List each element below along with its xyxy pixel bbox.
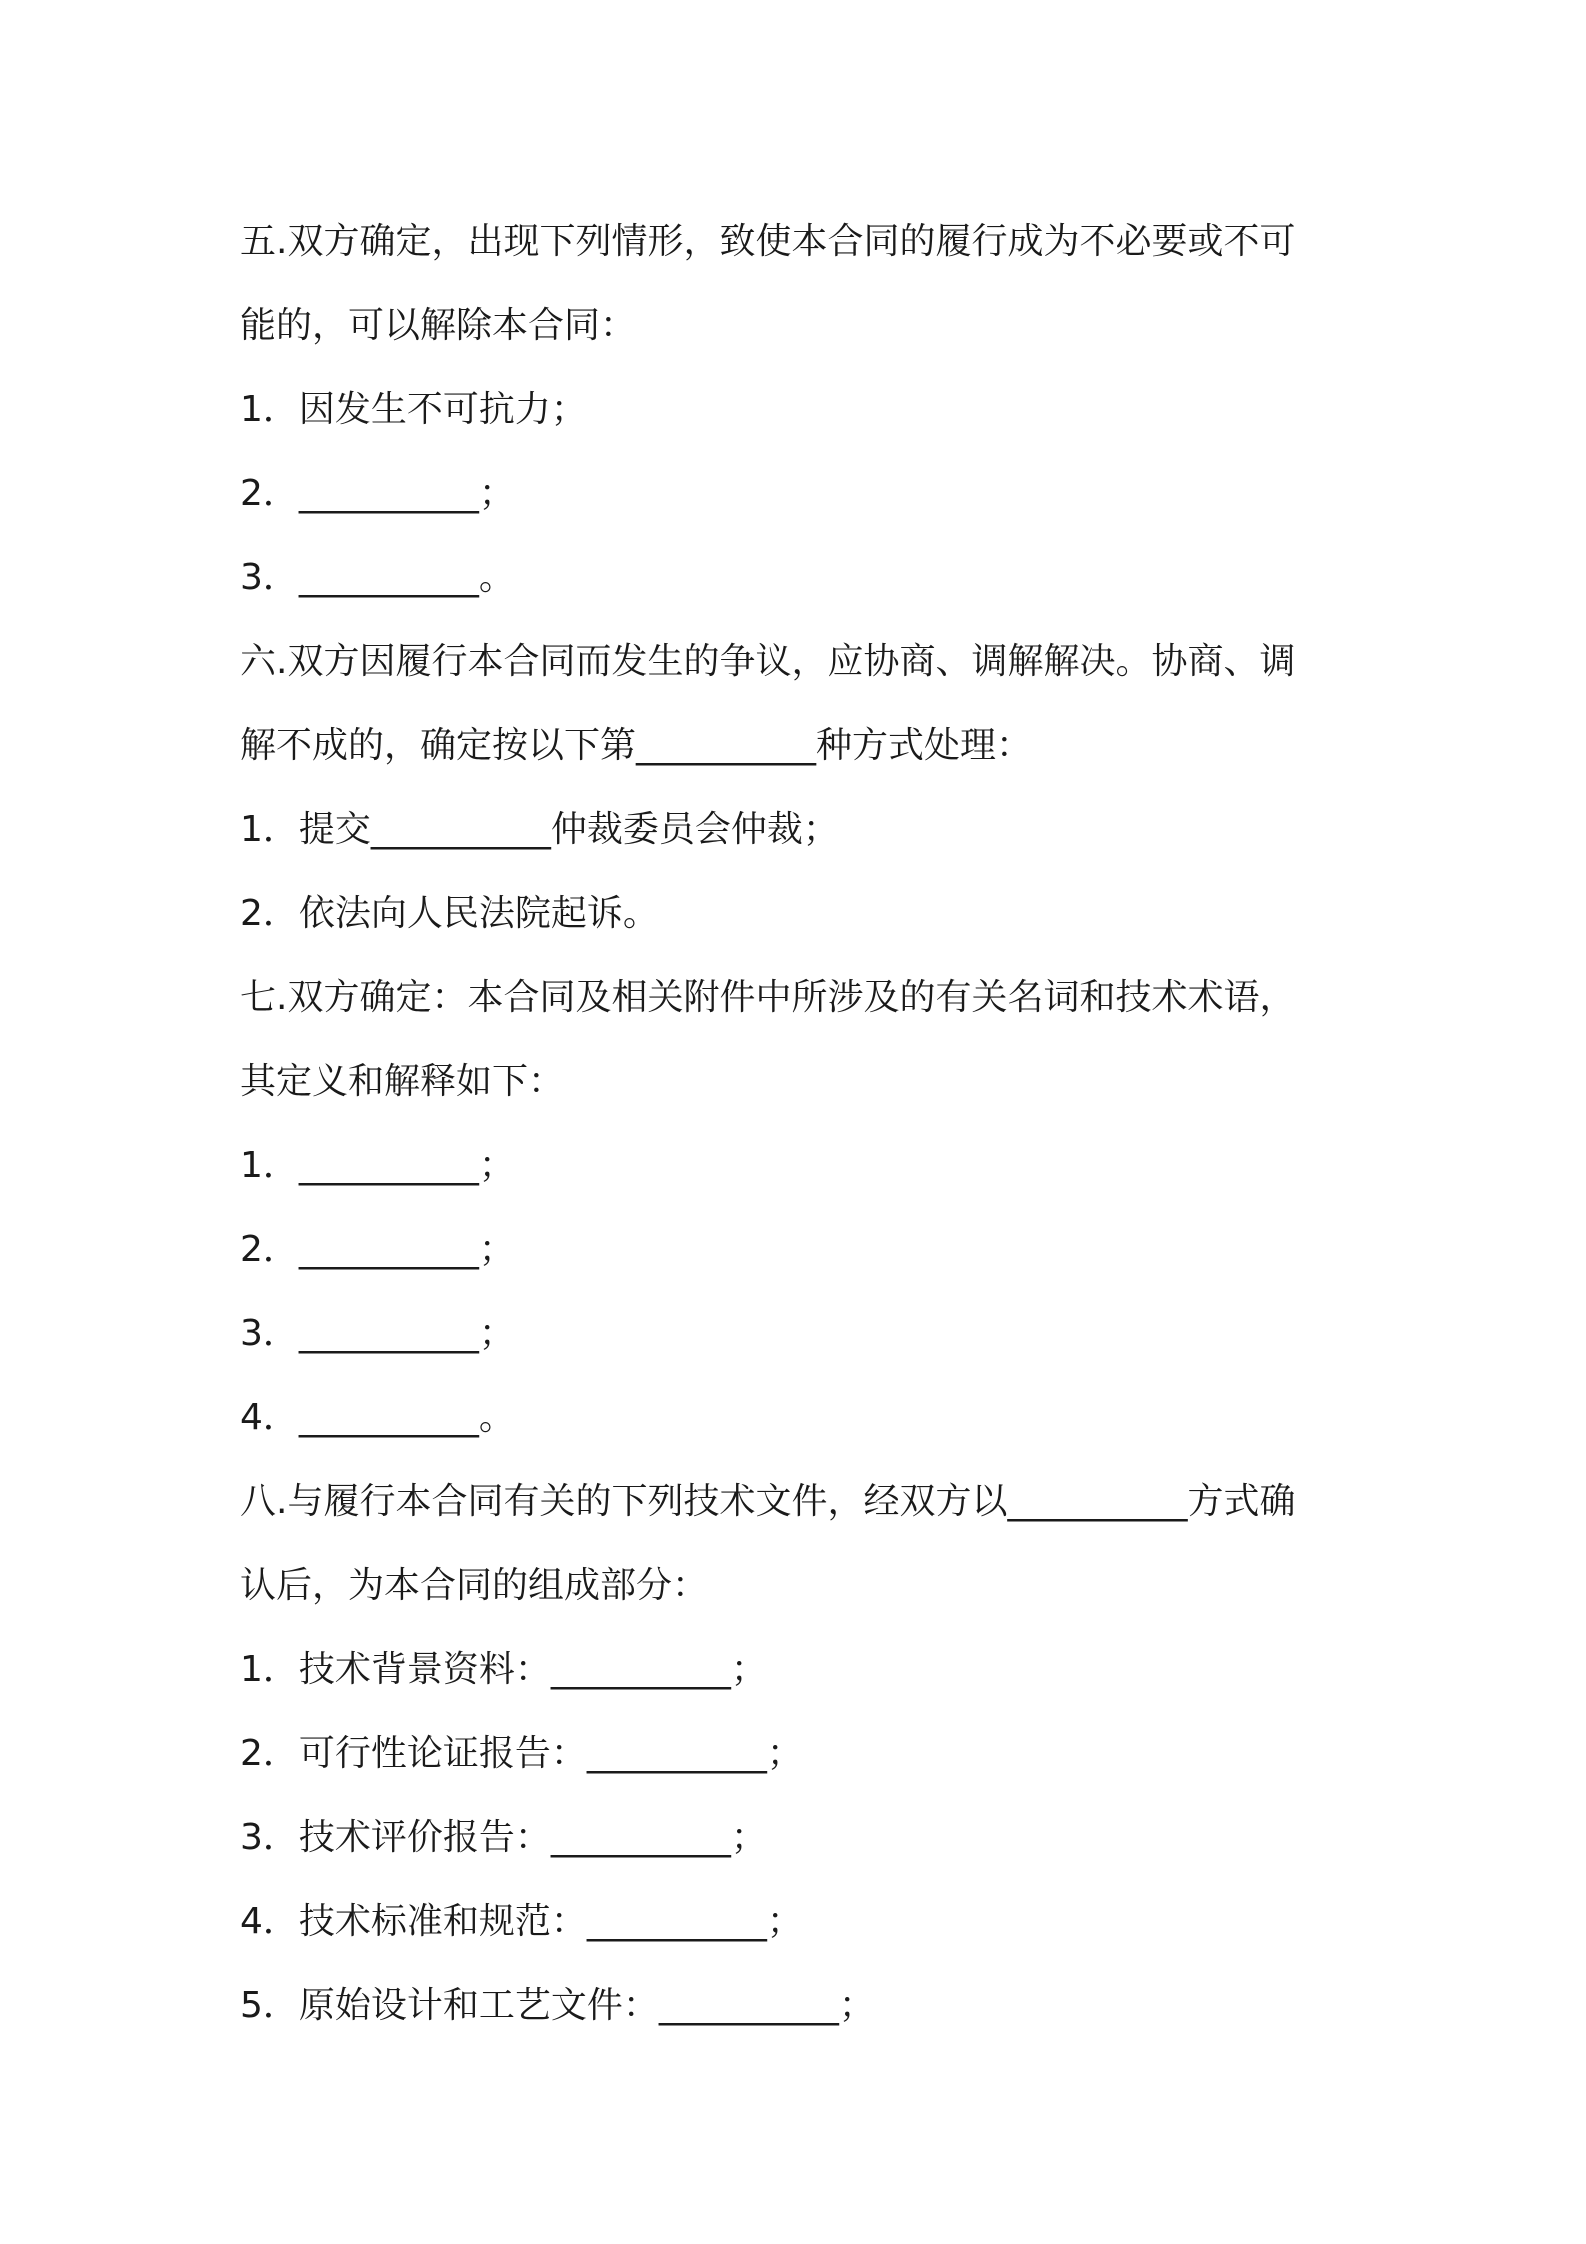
clause-6-item-2: 2．依法向人民法院起诉。 (240, 893, 659, 934)
clause-7-item-2: 2．__________； (240, 1229, 515, 1270)
clause-7-line-1: 七.双方确定：本合同及相关附件中所涉及的有关名词和技术术语， (240, 977, 1296, 1018)
clause-7-item-3: 3．__________； (240, 1313, 515, 1354)
clause-5-item-1: 1．因发生不可抗力； (240, 389, 587, 430)
clause-5-item-3: 3．__________。 (240, 557, 515, 598)
clause-5-item-2: 2．__________； (240, 473, 515, 514)
clause-6-item-1: 1．提交__________仲裁委员会仲裁； (240, 809, 839, 850)
clause-8-line-2: 认后，为本合同的组成部分： (240, 1565, 709, 1606)
clause-8-item-2: 2．可行性论证报告：__________； (240, 1733, 803, 1774)
clause-5-line-1: 五.双方确定，出现下列情形，致使本合同的履行成为不必要或不可 (240, 221, 1296, 262)
clause-8-item-3: 3．技术评价报告：__________； (240, 1817, 767, 1858)
clause-7-item-4: 4．__________。 (240, 1397, 515, 1438)
clause-7-line-2: 其定义和解释如下： (240, 1061, 565, 1102)
clause-5-line-2: 能的，可以解除本合同： (240, 305, 637, 346)
clause-6-line-2: 解不成的，确定按以下第__________种方式处理： (240, 725, 1033, 766)
clause-8-item-5: 5．原始设计和工艺文件：__________； (240, 1985, 875, 2026)
document-page (240, 200, 1360, 2048)
clause-8-line-1: 八.与履行本合同有关的下列技术文件，经双方以__________方式确 (240, 1481, 1296, 1522)
clause-8-item-1: 1．技术背景资料：__________； (240, 1649, 767, 1690)
clause-6-line-1: 六.双方因履行本合同而发生的争议，应协商、调解解决。协商、调 (240, 641, 1296, 682)
clause-8-item-4: 4．技术标准和规范：__________； (240, 1901, 803, 1942)
clause-7-item-1: 1．__________； (240, 1145, 515, 1186)
